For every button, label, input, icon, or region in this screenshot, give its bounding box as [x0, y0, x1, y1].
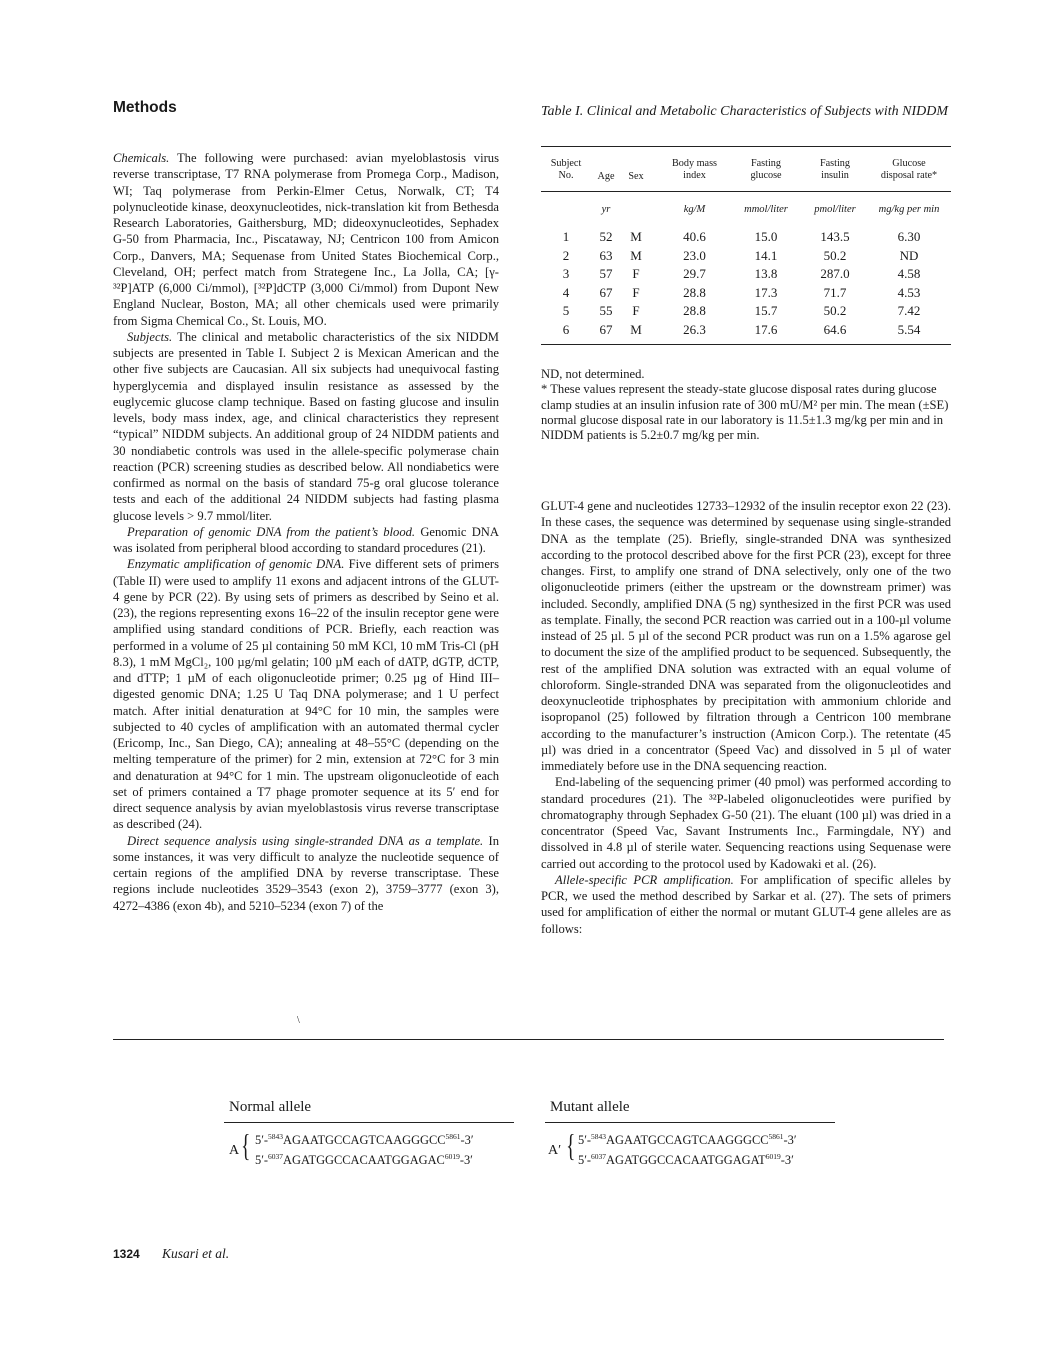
table-footnote: * These values represent the steady-state glucose disposal rates during glucose clamp studies at an insulin infusion rate of 300 mU/M² per min. The mean (±SE) normal glucose disposal rate in our laboratory is 11.5±1.3 mg/kg per min and in NIDDM patients is 5.2±0.7 mg/kg per min. — [541, 382, 949, 443]
brace-icon: { — [241, 1127, 251, 1163]
page-divider — [113, 1039, 944, 1040]
table-cell: M — [630, 229, 642, 244]
table-cell: M — [630, 322, 642, 337]
table-cell: 5.54 — [897, 322, 921, 337]
table-cell: 3 — [562, 266, 570, 282]
table-cell: 63 — [599, 247, 613, 263]
table-cell: 17.6 — [754, 322, 778, 337]
table-cell: 287.0 — [820, 266, 850, 282]
table-column-header: Glucose disposal rate* — [880, 158, 938, 181]
paragraph-lead: Subjects. — [127, 329, 173, 344]
right-column-body — [541, 498, 951, 937]
table-cell: 23.0 — [683, 247, 706, 263]
mutant-primer-upstream: $5'-^{5843}AGAATGCCAGTCAAGGGCC^{5861}-3'$ — [578, 1132, 797, 1148]
table-cell: 50.2 — [823, 303, 847, 319]
page-number: 1324 — [113, 1247, 140, 1261]
table-cell: M — [630, 247, 642, 263]
table-cell: ND — [899, 247, 919, 263]
table-cell: 67 — [599, 284, 613, 300]
table-column-header: Sex — [628, 171, 644, 182]
table-cell: 28.8 — [683, 284, 706, 300]
table-header-rule — [541, 191, 951, 192]
paragraph-text: GLUT-4 gene and nucleotides 12733–12932 of the insulin receptor exon 22 (23). In these cases, the sequence was determined by sequenase using single-stranded DNA as the template (25). Briefly, single-stranded DNA was synthesized according to the protocol described above for the first PCR (23), except for three changes. First, to amplify one strand of DNA selectively, only one of the two oligonucleotide primers (either the upstream or the downstream primer) was included. Secondly, amplified DNA (5 ng) synthesized in the first PCR was used as template. Finally, the second PCR reaction was carried out in a 100-µl volume instead of 25 µl. 5 µl of the second PCR product was run on a 1.5% agarose gel to document the size of the amplified product to be sequenced. Subsequently, the rest of the amplified DNA solution was extracted with an equal volume of chloroform. Single-stranded DNA was separated from the oligonucleotides and deoxynucleotide triphosphates by precipitation with ammonium chloride and isopropanol (25) followed by filtration through a Centricon 100 membrane according to the manufacturer’s instruction (Amicon Corp.). The retentate (45 µl) was dried in a concentrator (Speed Vac) and dissolved in 5 µl of water immediately before use in the DNA sequencing reaction. — [541, 499, 951, 773]
table-cell: 4 — [562, 284, 570, 300]
table-column-header: Fasting insulin — [819, 158, 850, 181]
table-unit-label: mmol/liter — [744, 204, 788, 215]
paragraph-end-labeling — [541, 774, 951, 872]
paragraph-direct-sequence — [113, 833, 499, 914]
table-bottom-rule — [541, 344, 951, 345]
table-cell: 64.6 — [823, 322, 847, 337]
paragraph-lead: Preparation of genomic DNA from the patient’s blood. — [127, 524, 416, 539]
normal-primer-downstream: $5'-^{6037}AGATGGCCACAATGGAGAC^{6019}-3'$ — [255, 1152, 473, 1168]
mutant-allele-letter: A′ — [548, 1143, 562, 1158]
paragraph-text: The clinical and metabolic characteristics of the six NIDDM subjects are presented in Table I. Subject 2 is Mexican American and the other five subjects are Caucasian. All six subjects had unequivocal fasting hyperglycemia and displayed insulin resistance as assessed by the euglycemic glucose clamp technique. Based on fasting glucose and insulin levels, body mass index, age, and clinical characteristics they represent “typical” NIDDM subjects. An additional group of 24 NIDDM patients and 30 nondiabetic controls was used in the allele-specific polymerase chain reaction (PCR) screening studies as described below. All nondiabetics were confirmed as normal on the basis of standard 75-g oral glucose tolerance tests and each of the additional 24 NIDDM subjects had fasting plasma glucose levels > 9.7 mmol/liter. — [113, 329, 499, 523]
table-footnotes — [541, 367, 951, 443]
table-column-header: Body mass index — [672, 158, 717, 181]
table-column-header: Subject No. — [550, 158, 582, 181]
paragraph-lead: Enzymatic amplification of genomic DNA. — [127, 557, 345, 572]
table-cell: 57 — [599, 266, 613, 282]
paragraph-subjects — [113, 329, 499, 524]
table-cell: 1 — [562, 229, 570, 244]
running-author: Kusari et al. — [162, 1246, 230, 1261]
paragraph-genomic-dna — [113, 524, 499, 557]
paragraph-amplification — [113, 556, 499, 832]
table-cell: 2 — [562, 247, 570, 263]
table-cell: 67 — [599, 322, 613, 337]
table-cell: 26.3 — [683, 322, 706, 337]
left-column-body — [113, 150, 499, 914]
table-cell: 17.3 — [754, 284, 778, 300]
table-cell: 14.1 — [754, 247, 778, 263]
table-cell: 15.7 — [754, 303, 778, 319]
table-caption: Table I. Clinical and Metabolic Characteristics of Subjects with NIDDM — [541, 104, 949, 119]
table-cell: 28.8 — [683, 303, 706, 319]
paragraph-text: For amplification of specific alleles by PCR, we used the method described by Sarkar et al. (27). The sets of primers used for amplification of either the normal or mutant GLUT-4 gene alleles are as follows: — [541, 872, 951, 936]
table-cell: 55 — [599, 303, 613, 319]
paragraph-allele-specific — [541, 872, 951, 937]
paragraph-chemicals — [113, 150, 499, 329]
table-unit-label: kg/M — [683, 204, 706, 215]
table-unit-label: mg/kg per min — [878, 204, 940, 215]
normal-allele-heading: Normal allele — [229, 1099, 312, 1115]
table-unit-label: yr — [601, 204, 611, 215]
table-column-header: Age — [597, 171, 615, 182]
table-unit-label: pmol/liter — [814, 204, 856, 215]
table-cell: 4.58 — [897, 266, 921, 282]
table-cell: 15.0 — [754, 229, 778, 244]
table-cell: 6 — [562, 322, 570, 337]
stray-mark: \ — [297, 1015, 300, 1026]
table-cell: F — [632, 284, 640, 300]
mutant-allele-heading: Mutant allele — [550, 1099, 630, 1115]
table-cell: 5 — [562, 303, 570, 319]
paragraph-text: The following were purchased: avian myeloblastosis virus reverse transcriptase, T7 RNA polymerase from Promega Corp., Madison, WI; Taq polymerase from Perkin-Elmer Cetus, Norwalk, CT; T4 polynucleotide kinase, deoxynucleotides, nick-translation kit from Bethesda Research Laboratories, Gaithersburg, MD; dideoxynucleotides, Sephadex G-50 from Pharmacia, Inc., Piscataway, NJ; Centricon 100 from Amicon Corp., Danvers, MA; Sequenase from United States Biochemical Corp., Cleveland, OH; perfect match from Strategene Inc., La Jolla, CA; [γ-³²P]ATP (6,000 Ci/mmol), [³²P]dCTP (3,000 Ci/mmol) from Dupont New England Nuclear, Boston, MA; all other chemicals used were primarily from Sigma Chemical Co., St. Louis, MO. — [113, 151, 499, 328]
table-cell: 4.53 — [897, 284, 921, 300]
paragraph-text: Genomic DNA was isolated from peripheral blood according to standard procedures (21). — [113, 524, 499, 555]
table-cell: 143.5 — [820, 229, 850, 244]
mutant-primer-downstream: $5'-^{6037}AGATGGCCACAATGGAGAT^{6019}-3'$ — [578, 1152, 794, 1168]
paragraph-lead: Direct sequence analysis using single-stranded DNA as a template. — [127, 833, 484, 848]
table-cell: 52 — [599, 229, 613, 244]
table-cell: F — [632, 303, 640, 319]
paragraph-text: Five different sets of primers (Table II) were used to amplify 11 exons and adjacent introns of the GLUT-4 gene by PCR (22). By using sets of primers as described by Seino et al. (23), the regions representing exons 16–22 of the insulin receptor gene were amplified using standard conditions of PCR. Briefly, each reaction was performed in a volume of 25 µl containing 50 mM KCl, 10 mM Tris-Cl (pH 8.3), 1 mM MgCl₂, 100 µg/ml gelatin; 100 µM each of dATP, dGTP, dCTP, and dTTP; 1 µM of each oligonucleotide primer; 0.25 µg of Hind III–digested genomic DNA; 1.25 U Taq DNA polymerase; and 1 U perfect match. After initial denaturation at 94°C for 10 min, the samples were subjected to 40 cycles of amplification with an automated thermal cycler (Ericomp, Inc., San Diego, CA); annealing at 48–55°C (depending on the melting temperature of the primer) for 2 min, extension at 72°C for 3 min and denaturation at 94°C for 1 min. The upstream oligonucleotide of each set of primers contained a T7 phage promoter sequence at its 5′ end for direct sequence analysis by avian myeloblastosis virus reverse transcriptase as described (24). — [113, 557, 500, 832]
table-cell: 7.42 — [897, 303, 921, 319]
table-cell: 13.8 — [754, 266, 778, 282]
paragraph-lead: Chemicals. — [113, 151, 170, 165]
table-cell: 71.7 — [823, 284, 847, 300]
normal-allele-letter: A — [229, 1143, 240, 1158]
table-cell: 50.2 — [823, 247, 847, 263]
brace-icon: { — [566, 1127, 576, 1163]
table-footnote: ND, not determined. — [541, 367, 645, 381]
table-top-rule — [541, 146, 951, 147]
table-cell: 6.30 — [897, 229, 921, 244]
table-cell: F — [632, 266, 640, 282]
table-column-header: Fasting glucose — [750, 158, 782, 181]
section-heading: Methods — [113, 99, 177, 116]
normal-primer-upstream: $5'-^{5843}AGAATGCCAGTCAAGGGCC^{5861}-3'$ — [255, 1132, 474, 1148]
paragraph-text: End-labeling of the sequencing primer (40 pmol) was performed according to standard procedures (21). The ³²P-labeled oligonucleotides were purified by chromatography through Sephadex G-50 (21). The eluant (100 µl) was dried in a concentrator (Speed Vac, Savant Instruments Inc., Farmingdale, NY) and dissolved in 4.8 µl of sterile water. Sequencing reactions using Sequenase were carried out according to the protocol used by Kadowaki et al. (26). — [541, 775, 951, 871]
paragraph-lead: Allele-specific PCR amplification. — [555, 872, 734, 887]
normal-allele-rule — [224, 1122, 514, 1123]
table-cell: 40.6 — [683, 229, 706, 244]
paragraph-continued — [541, 498, 951, 774]
mutant-allele-rule — [545, 1122, 835, 1123]
paragraph-text: In some instances, it was very difficult to analyze the nucleotide sequence of certain regions of the amplified DNA by reverse transcriptase. These regions include nucleotides 3529–3543 (exon 2), 3759–3777 (exon 3), 4272–4386 (exon 4b), and 5210–5234 (exon 7) of the — [113, 833, 500, 913]
table-cell: 29.7 — [683, 266, 706, 282]
